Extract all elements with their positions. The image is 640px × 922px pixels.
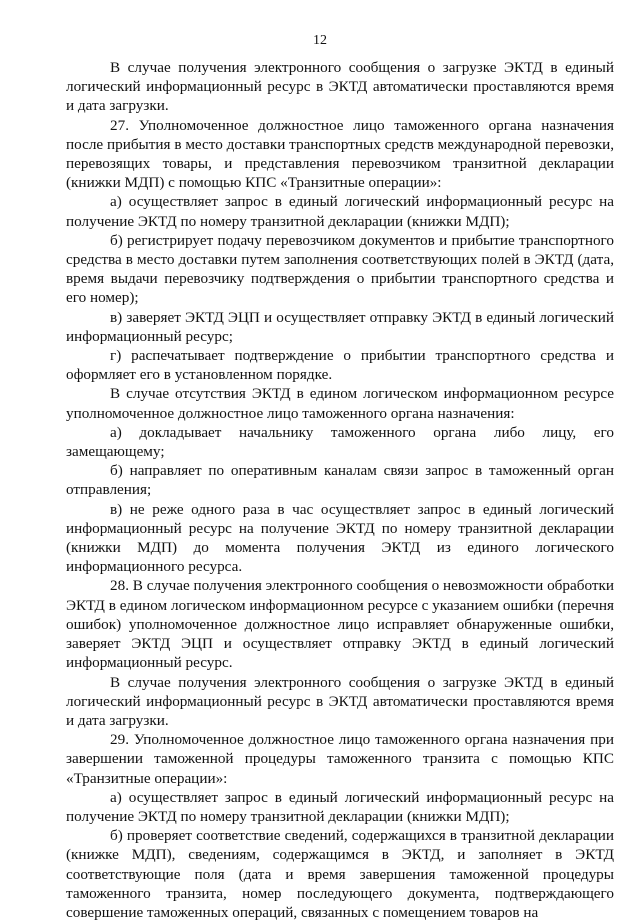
paragraph-absence-b: б) направляет по оперативным каналам связи запрос в таможенный орган отправления;	[66, 462, 614, 499]
paragraph-absence-intro: В случае отсутствия ЭКТД в едином логическом информационном ресурсе уполномоченное должностное лицо таможенного органа назначения:	[66, 385, 614, 422]
paragraph-27-v: в) заверяет ЭКТД ЭЦП и осуществляет отправку ЭКТД в единый логический информационный ресурс;	[66, 308, 614, 345]
paragraph-29-intro: 29. Уполномоченное должностное лицо таможенного органа назначения при завершении таможенной процедуры таможенного транзита с помощью КПС «Транзитные операции»:	[66, 731, 614, 787]
document-body	[66, 58, 614, 922]
paragraph-absence-v: в) не реже одного раза в час осуществляет запрос в единый логический информационный ресурс на получение ЭКТД по номеру транзитной декларации (книжки МДП) до момента получения ЭКТД из единого логического информационного ресурса.	[66, 500, 614, 576]
paragraph-absence-a: а) докладывает начальнику таможенного органа либо лицу, его замещающему;	[66, 423, 614, 461]
paragraph-29-a: а) осуществляет запрос в единый логический информационный ресурс на получение ЭКТД по номеру транзитной декларации (книжки МДП);	[66, 788, 614, 825]
paragraph-upload-notice-2: В случае получения электронного сообщения о загрузке ЭКТД в единый логический информационный ресурс в ЭКТД автоматически проставляются время и дата загрузки.	[66, 673, 614, 729]
paragraph-28: 28. В случае получения электронного сообщения о невозможности обработки ЭКТД в едином логическом информационном ресурсе с указанием ошибки (перечня ошибок) уполномоченное должностное лицо исправляет обнаруженные ошибки, заверяет ЭКТД ЭЦП и осуществляет отправку ЭКТД в единый логический информационный ресурс.	[66, 577, 614, 672]
paragraph-27-b: б) регистрирует подачу перевозчиком документов и прибытие транспортного средства в место доставки путем заполнения соответствующих полей в ЭКТД (дата, время выдачи перевозчику подтверждения о прибытии транспортного средства и его номер);	[66, 231, 614, 307]
paragraph-27-a: а) осуществляет запрос в единый логический информационный ресурс на получение ЭКТД по номеру транзитной декларации (книжки МДП);	[66, 193, 614, 230]
paragraph-27-intro: 27. Уполномоченное должностное лицо таможенного органа назначения после прибытия в место доставки транспортных средств международной перевозки, перевозящих товары, и представления перевозчиком транзитной декларации (книжки МДП) с помощью КПС «Транзитные операции»:	[66, 116, 614, 192]
paragraph-27-g: г) распечатывает подтверждение о прибытии транспортного средства и оформляет его в установленном порядке.	[66, 347, 614, 384]
paragraph-29-b: б) проверяет соответствие сведений, содержащихся в транзитной декларации (книжке МДП), сведениям, содержащимся в ЭКТД, и заполняет в ЭКТД соответствующие поля (дата и время завершения таможенной процедуры таможенного транзита, номер последующего документа, подтверждающего совершение таможенных операций, связанных с помещением товаров на	[66, 827, 614, 921]
paragraph-upload-notice: В случае получения электронного сообщения о загрузке ЭКТД в единый логический информационный ресурс в ЭКТД автоматически проставляются время и дата загрузки.	[66, 59, 614, 115]
page-number: 12	[313, 33, 327, 48]
